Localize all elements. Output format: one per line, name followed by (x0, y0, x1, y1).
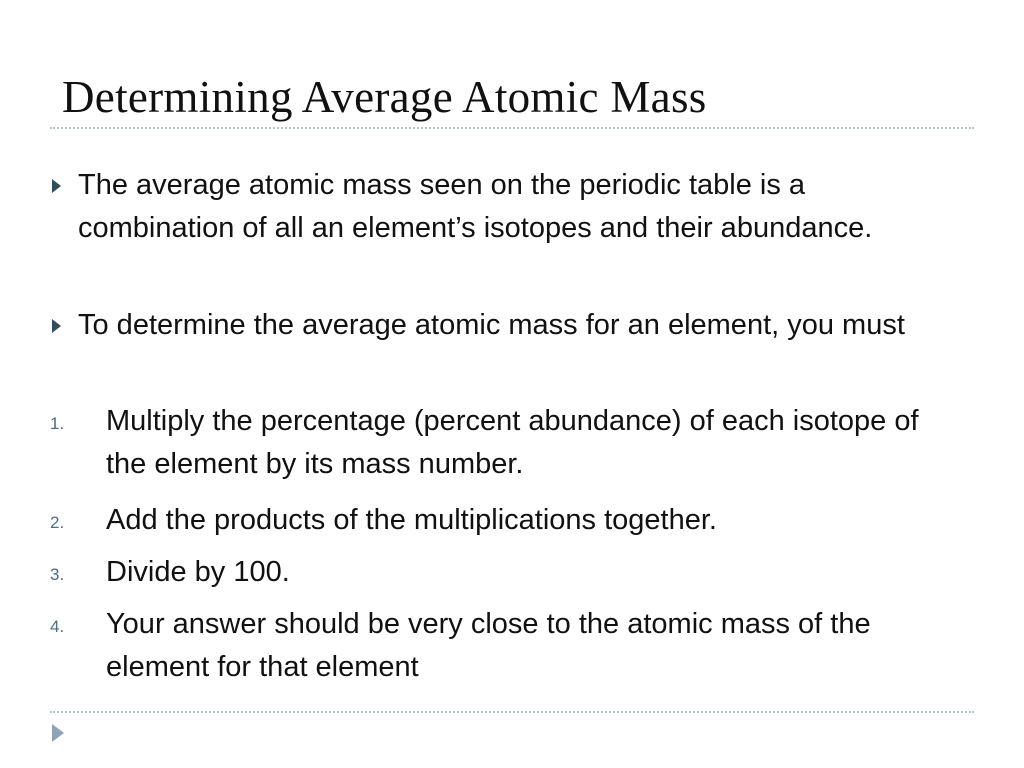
step-number: 3. (50, 565, 65, 584)
step-text: Divide by 100. (106, 556, 290, 588)
title-divider (50, 127, 974, 129)
triangle-bullet-icon (52, 319, 61, 333)
slide-title: Determining Average Atomic Mass (62, 72, 707, 122)
step-number: 4. (50, 617, 65, 636)
bullet-text: To determine the average atomic mass for an element, you must (78, 309, 905, 341)
step-text: Add the products of the multiplications together. (106, 504, 717, 536)
triangle-bullet-icon (52, 179, 61, 193)
footer-divider (50, 711, 974, 713)
step-number: 1. (50, 414, 65, 433)
step-number: 2. (50, 513, 65, 532)
step-text: Multiply the percentage (percent abundance) of each isotope of the element by its mass number. (106, 405, 919, 480)
bullet-text: The average atomic mass seen on the periodic table is a combination of all an element’s isotopes and their abundance. (78, 169, 873, 244)
step-text: Your answer should be very close to the atomic mass of the element for that element (106, 608, 871, 683)
triangle-navigation-icon (52, 724, 64, 742)
